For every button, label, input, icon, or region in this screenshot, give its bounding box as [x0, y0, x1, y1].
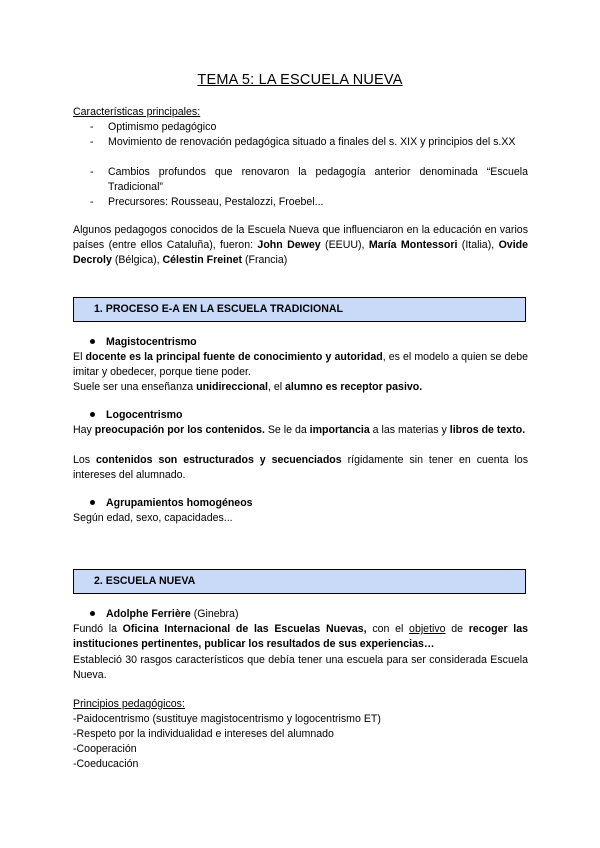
caracteristicas-heading: Características principales: — [73, 106, 201, 118]
section-header-2: 2. ESCUELA NUEVA — [73, 569, 526, 594]
list-item: -Cooperación — [73, 743, 137, 755]
bullet-magistocentrismo: Magistocentrismo — [90, 335, 197, 350]
section-header-1: 1. PROCESO E-A EN LA ESCUELA TRADICIONAL — [73, 297, 526, 322]
intro-paragraph: Algunos pedagogos conocidos de la Escuela Nueva que influenciaron en la educación en varios países (entre ellos Cataluña), fueron: John Dewey (EEUU), María Montessori (Italia), Ovide Decroly (Bélgica), Célestin Freinet (Francia) — [73, 224, 529, 266]
principios-heading: Principios pedagógicos: — [73, 698, 185, 710]
bullet-dot-icon — [90, 500, 95, 505]
bullet-logocentrismo: Logocentrismo — [90, 408, 183, 423]
list-item: - Optimismo pedagógico — [90, 121, 217, 133]
magistocentrismo-paragraph-2: Suele ser una enseñanza unidireccional, el alumno es receptor pasivo. — [73, 381, 423, 393]
list-item: -Paidocentrismo (sustituye magistocentrismo y logocentrismo ET) — [73, 713, 381, 725]
logocentrismo-paragraph: Hay preocupación por los contenidos. Se le da importancia a las materias y libros de texto. — [73, 424, 526, 436]
list-item: - Precursores: Rousseau, Pestalozzi, Froebel... — [90, 196, 324, 208]
agrupamientos-paragraph: Según edad, sexo, capacidades... — [73, 512, 233, 524]
list-item: -Respeto por la individualidad e intereses del alumnado — [73, 728, 334, 740]
bullet-agrupamientos: Agrupamientos homogéneos — [90, 496, 253, 511]
magistocentrismo-paragraph: El docente es la principal fuente de conocimiento y autoridad, es el modelo a quien se debe imitar y obedecer, porque tiene poder. — [73, 351, 529, 378]
ferriere-paragraph-2: Estableció 30 rasgos característicos que debía tener una escuela para ser considerada Escuela Nueva. — [73, 654, 528, 681]
list-item: -Coeducación — [73, 758, 139, 770]
bullet-dot-icon — [90, 339, 95, 344]
bullet-dot-icon — [90, 412, 95, 417]
bullet-ferriere: Adolphe Ferrière (Ginebra) — [90, 607, 238, 622]
logocentrismo-paragraph-2: Los contenidos son estructurados y secuenciados rígidamente sin tener en cuenta los intereses del alumnado. — [73, 454, 528, 481]
bullet-dot-icon — [90, 611, 95, 616]
page-title: TEMA 5: LA ESCUELA NUEVA — [197, 72, 403, 88]
list-item: - Movimiento de renovación pedagógica situado a finales del s. XIX y principios del s.XX — [90, 136, 516, 148]
list-item: - Cambios profundos que renovaron la pedagogía anterior denominada “Escuela Tradicional” — [90, 166, 528, 193]
ferriere-paragraph: Fundó la Oficina Internacional de las Escuelas Nuevas, con el objetivo de recoger las instituciones pertinentes, publicar los resultados de sus experiencias… — [73, 623, 529, 650]
